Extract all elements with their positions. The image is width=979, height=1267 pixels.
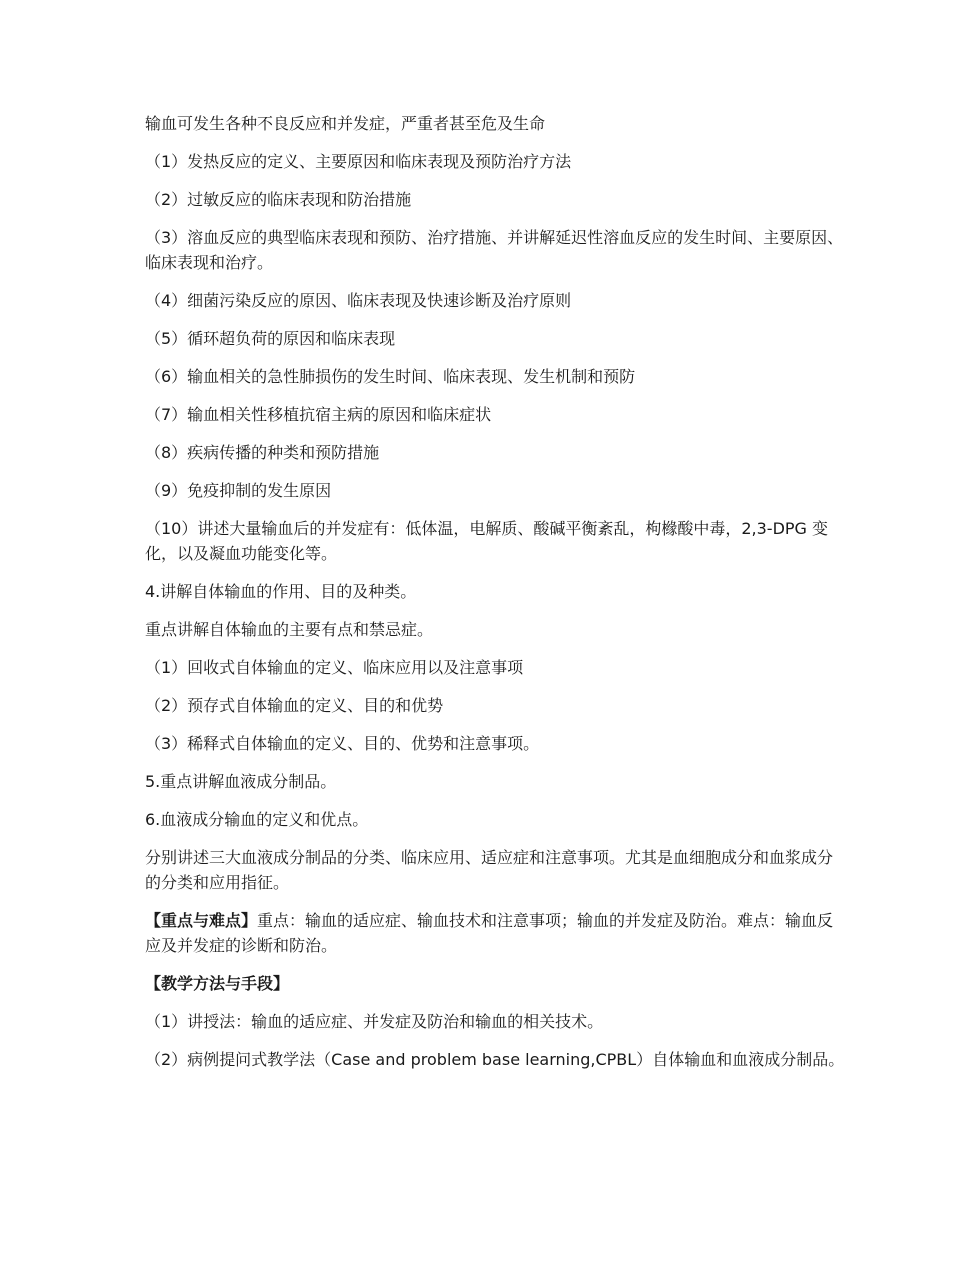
list-item-ta-gvhd: （7）输血相关性移植抗宿主病的原因和临床症状 — [145, 405, 492, 424]
list-item-trali: （6）输血相关的急性肺损伤的发生时间、临床表现、发生机制和预防 — [145, 367, 636, 386]
paragraph-component-products: 分别讲述三大血液成分制品的分类、临床应用、适应症和注意事项。尤其是血细胞成分和血浆成分的分类和应用指征。 — [145, 848, 834, 892]
list-item-disease-transmission: （8）疾病传播的种类和预防措施 — [145, 443, 380, 462]
list-item-hemolytic-reaction: （3）溶血反应的典型临床表现和预防、治疗措施、并讲解延迟性溶血反应的发生时间、主要原因、临床表现和治疗。 — [145, 228, 844, 272]
list-item-bacterial-contamination: （4）细菌污染反应的原因、临床表现及快速诊断及治疗原则 — [145, 291, 572, 310]
list-item-massive-transfusion: （10）讲述大量输血后的并发症有：低体温，电解质、酸碱平衡紊乱，枸橼酸中毒，2,3-DPG 变化，以及凝血功能变化等。 — [145, 519, 829, 563]
list-item-allergic-reaction: （2）过敏反应的临床表现和防治措施 — [145, 190, 412, 209]
methods-heading: 【教学方法与手段】 — [145, 974, 290, 993]
section-component-transfusion: 6.血液成分输血的定义和优点。 — [145, 810, 369, 829]
list-item-fever-reaction: （1）发热反应的定义、主要原因和临床表现及预防治疗方法 — [145, 152, 572, 171]
section-autologous-transfusion: 4.讲解自体输血的作用、目的及种类。 — [145, 582, 417, 601]
paragraph-key-points — [145, 908, 845, 958]
list-item-salvage-autologous: （1）回收式自体输血的定义、临床应用以及注意事项 — [145, 658, 524, 677]
list-item-immunosuppression: （9）免疫抑制的发生原因 — [145, 481, 332, 500]
method-item-cpbl: （2）病例提问式教学法（Case and problem base learning,CPBL）自体输血和血液成分制品。 — [145, 1050, 845, 1069]
list-item-predeposit-autologous: （2）预存式自体输血的定义、目的和优势 — [145, 696, 444, 715]
section-blood-components: 5.重点讲解血液成分制品。 — [145, 772, 337, 791]
document-page — [145, 111, 845, 1085]
key-points-text: 重点：输血的适应症、输血技术和注意事项；输血的并发症及防治。难点：输血反应及并发症的诊断和防治。 — [145, 911, 834, 955]
key-points-label: 【重点与难点】 — [145, 911, 258, 930]
method-item-lecture: （1）讲授法：输血的适应症、并发症及防治和输血的相关技术。 — [145, 1012, 604, 1031]
list-item-circulatory-overload: （5）循环超负荷的原因和临床表现 — [145, 329, 396, 348]
paragraph-intro: 输血可发生各种不良反应和并发症，严重者甚至危及生命 — [145, 114, 546, 133]
paragraph-autologous-key: 重点讲解自体输血的主要有点和禁忌症。 — [145, 620, 434, 639]
list-item-hemodilution-autologous: （3）稀释式自体输血的定义、目的、优势和注意事项。 — [145, 734, 540, 753]
